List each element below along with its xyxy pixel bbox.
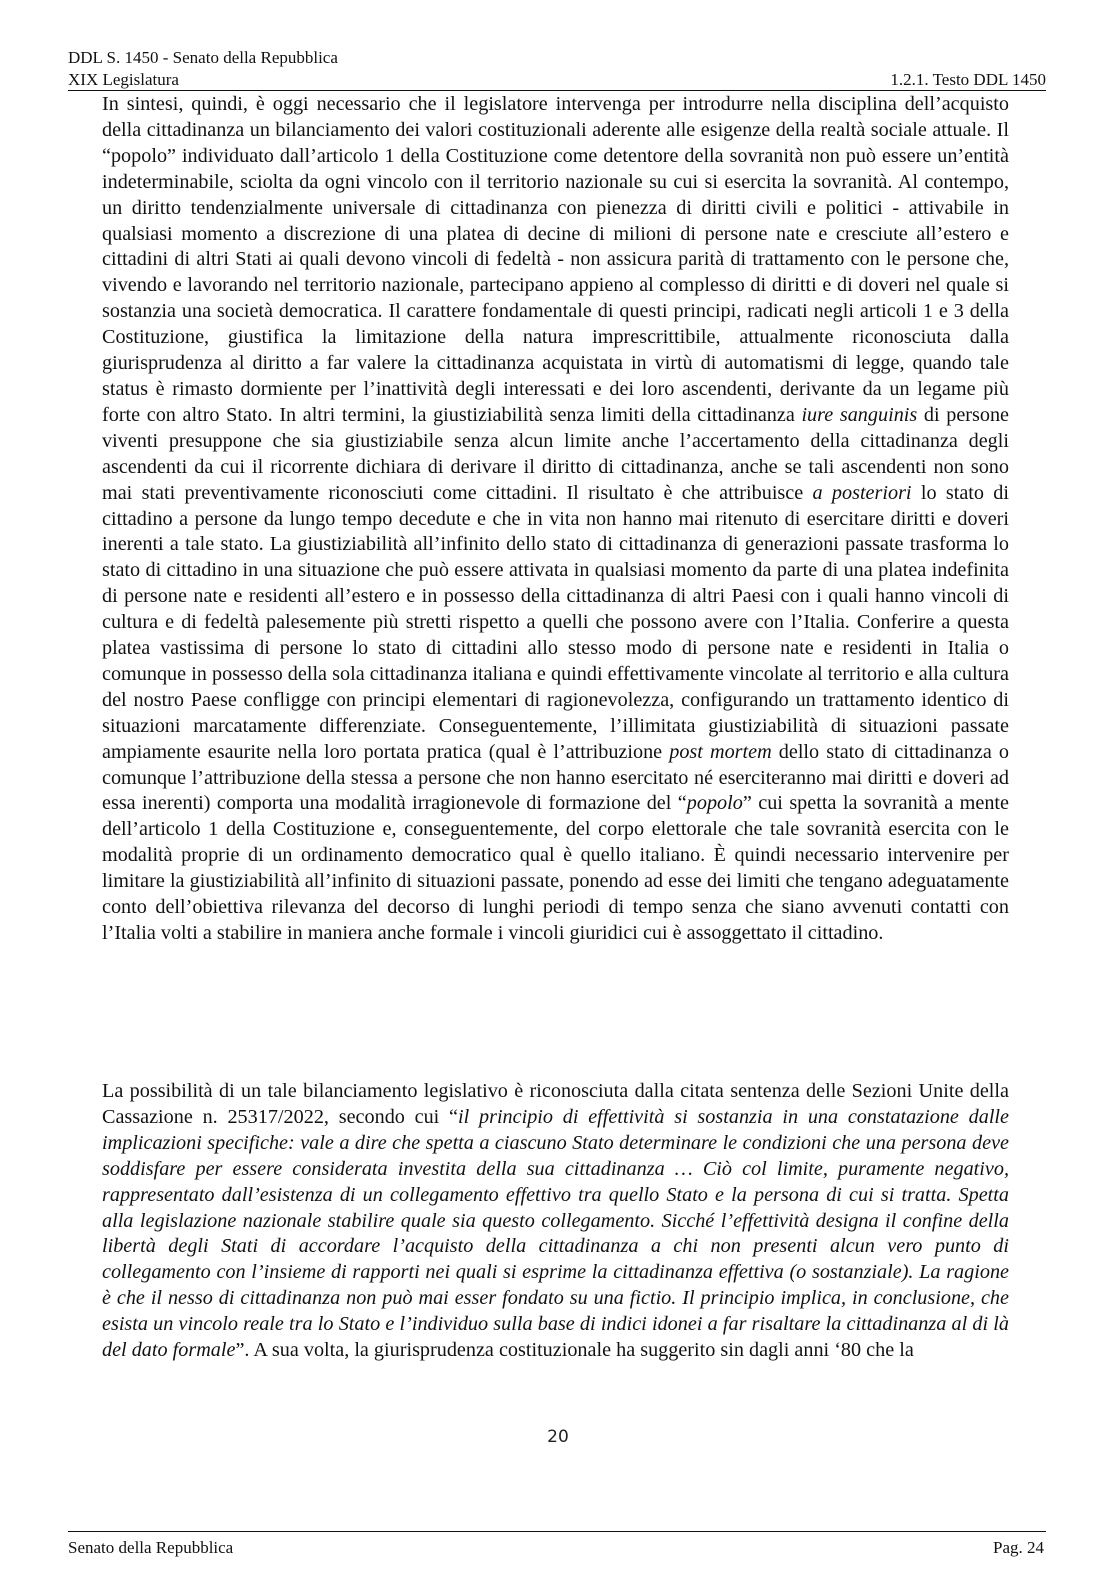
italic-text-run: post mortem [669,740,772,763]
text-run: di persone viventi presuppone che sia giustiziabile senza alcun limite anche l’accertamento della cittadinanza degli ascendenti da cui il ricorrente dichiara di derivare il diritto di cittadinanza, anche se tali ascendenti non sono mai stati preventivamente riconosciuti come cittadini. Il risultato è che attribuisce [102,403,1010,504]
body-paragraph-1 [102,92,1009,947]
italic-text-run: a posteriori [812,481,912,504]
footer-institution: Senato della Repubblica [68,1538,234,1557]
footer-page-label: Pag. 24 [993,1538,1044,1557]
header-bar [68,70,1046,91]
body-paragraph-2 [102,1079,1009,1364]
italic-text-run: popolo [686,792,743,815]
text-run: dello stato di cittadinanza o comunque l’attribuzione della stessa a persone che non hanno esercitato né eserciteranno mai diritti e doveri ad essa inerenti) comporta una modalità irragionevole di formazione del “ [102,740,1009,815]
footer-divider [68,1531,1046,1532]
text-run: lo stato di cittadino a persone da lungo tempo decedute e che in vita non hanno mai ritenuto di esercitare diritti e doveri inerenti a tale stato. La giustiziabilità all’infinito dello stato di cittadinanza di generazioni passate trasforma lo stato di cittadino in una situazione che può essere attivata in qualsiasi momento da parte di una platea indefinita di persone nate e residenti all’estero e in possesso della cittadinanza di altri Paesi con i quali hanno vincoli di cultura e di fedeltà palesemente più stretti rispetto a quelli che possono avere con l’Italia. Conferire a questa platea vastissima di persone lo stato di cittadini allo stesso modo di persone nate e residenti in Italia o comunque in possesso della sola cittadinanza italiana e quindi effettivamente vincolate al territorio e alla cultura del nostro Paese confligge con principi elementari di ragionevolezza, configurando un trattamento identico di situazioni marcatamente differenziate. Conseguentemente, l’illimitata giustiziabilità di situazioni passate ampiamente esaurite nella loro portata pratica (qual è l’attribuzione [102,481,1009,763]
italic-text-run: il principio di effettività si sostanzia in una constatazione dalle implicazioni specifiche: vale a dire che spetta a ciascuno Stato determinare le condizioni che una persona deve soddisfare per essere considerata investita della sua cittadinanza … Ciò col limite, puramente negativo, rappresentato dall’esistenza di un collegamento effettivo tra quello Stato e la persona di cui si tratta. Spetta alla legislazione nazionale stabilire quale sia questo collegamento. Sicché l’effettività designa il confine della libertà degli Stati di accordare l’acquisto della cittadinanza a chi non presenti alcun vero punto di collegamento con l’insieme di rapporti nei quali si esprime la cittadinanza effettiva (o sostanziale). La ragione è che il nesso di cittadinanza non può mai esser fondato su una fictio. Il principio implica, in conclusione, che esista un vincolo reale tra lo Stato e l’individuo sulla base di indici idonei a far risaltare la cittadinanza al di là del dato formale [102,1105,1009,1362]
text-run: ” cui spetta la sovranità a mente dell’articolo 1 della Costituzione e, conseguentemente, del corpo elettorale che tale sovranità esercita con le modalità proprie di un ordinamento democratico qual è quello italiano. È quindi necessario intervenire per limitare la giustiziabilità all’infinito di situazioni passate, ponendo ad esse dei limiti che tengano adeguatamente conto dell’obiettiva rilevanza del decorso di lunghi periodi di tempo senza che siano avvenuti contatti con l’Italia volti a stabilire in maniera anche formale i vincoli giuridici cui è assoggettato il cittadino. [102,792,1009,944]
section-label: 1.2.1. Testo DDL 1450 [890,70,1046,89]
page-number: 20 [547,1427,569,1447]
text-run: La possibilità di un tale bilanciamento legislativo è riconosciuta dalla citata sentenza delle Sezioni Unite della Cassazione n. 25317/2022, secondo cui “ [102,1080,1009,1128]
text-run: In sintesi, quindi, è oggi necessario che il legislatore intervenga per introdurre nella disciplina dell’acquisto della cittadinanza un bilanciamento dei valori costituzionali aderente alle esigenze della realtà sociale attuale. Il “popolo” individuato dall’articolo 1 della Costituzione come detentore della sovranità non può essere un’entità indeterminabile, sciolta da ogni vincolo con il territorio nazionale su cui si esercita la sovranità. Al contempo, un diritto tendenzialmente universale di cittadinanza con pienezza di diritti civili e politici - attivabile in qualsiasi momento a discrezione di una platea di decine di milioni di persone nate e cresciute all’estero e cittadini di altri Stati ai quali devono vincoli di fedeltà - non assicura parità di trattamento con le persone che, vivendo e lavorando nel territorio nazionale, partecipano appieno al complesso di diritti e di doveri nel quale si sostanzia una società democratica. Il carattere fondamentale di questi principi, radicati negli articoli 1 e 3 della Costituzione, giustifica la limitazione della natura imprescrittibile, attualmente riconosciuta dalla giurisprudenza al diritto a far valere la cittadinanza acquistata in virtù di automatismi di legge, quando tale status è rimasto dormiente per l’inattività degli interessati e dei loro ascendenti, derivante da un legame più forte con altro Stato. In altri termini, la giustiziabilità senza limiti della cittadinanza [102,93,1009,426]
text-run: ”. A sua volta, la giurisprudenza costituzionale ha suggerito sin dagli anni ‘80 che la [235,1339,914,1362]
document-reference: DDL S. 1450 - Senato della Repubblica [68,48,338,67]
italic-text-run: iure sanguinis [801,403,918,426]
legislature-label: XIX Legislatura [68,70,179,89]
